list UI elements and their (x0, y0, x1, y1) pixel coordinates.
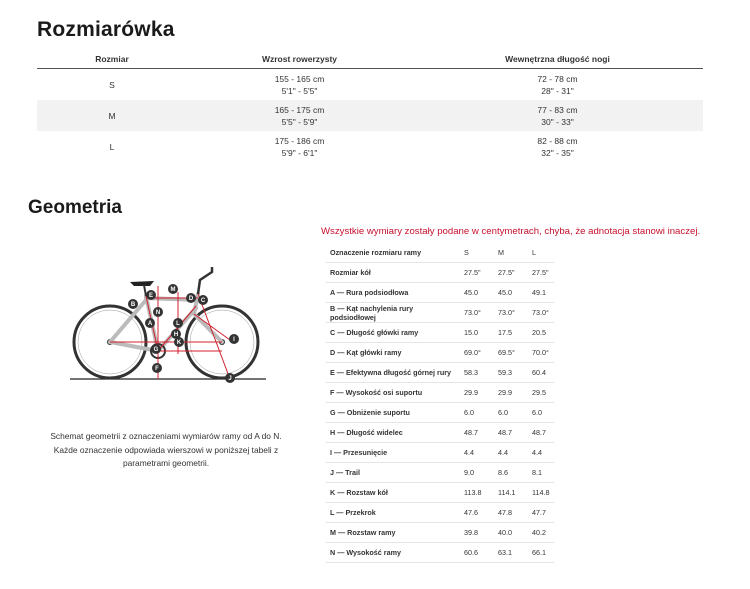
value-m: 73.0° (494, 303, 528, 323)
value-s: 60.6 (460, 543, 494, 563)
value-l: 20.5 (528, 323, 554, 343)
bike-geometry-diagram (70, 258, 270, 384)
table-row (326, 303, 554, 323)
leg-cm: 82 - 88 cm (537, 135, 578, 146)
value-m: 27.5" (494, 263, 528, 283)
label-k (174, 337, 184, 347)
height-cell (187, 100, 412, 131)
size-cell: M (37, 100, 187, 131)
table-row (326, 543, 554, 563)
height-cell (187, 69, 412, 101)
value-l: 47.7 (528, 503, 554, 523)
svg-text:H: H (173, 332, 179, 338)
geometry-row-label: L — Przekrok (326, 503, 460, 523)
leg-cm: 77 - 83 cm (537, 104, 578, 115)
geometry-header-row (326, 243, 554, 263)
value-m: 17.5 (494, 323, 528, 343)
value-m: 59.3 (494, 363, 528, 383)
table-row (326, 323, 554, 343)
value-m: 45.0 (494, 283, 528, 303)
geometry-row-label: A — Rura podsiodłowa (326, 283, 460, 303)
sizing-header-leg: Wewnętrzna długość nogi (412, 50, 703, 69)
value-l: 70.0° (528, 343, 554, 363)
geometry-header-l: L (528, 243, 554, 263)
geometry-row-label: B — Kąt nachylenia rury podsiodłowej (326, 303, 460, 323)
svg-text:G: G (153, 347, 159, 353)
leg-in: 28" - 31" (541, 85, 574, 96)
handlebar (198, 267, 212, 294)
height-cell (187, 131, 412, 162)
value-s: 4.4 (460, 443, 494, 463)
label-a (145, 318, 155, 328)
table-row (326, 343, 554, 363)
svg-text:L: L (176, 321, 180, 327)
sizing-header-height: Wzrost rowerzysty (187, 50, 412, 69)
label-d (186, 293, 196, 303)
sizing-header-size: Rozmiar (37, 50, 187, 69)
height-cm: 165 - 175 cm (274, 104, 325, 115)
value-s: 15.0 (460, 323, 494, 343)
table-row (326, 363, 554, 383)
value-s: 48.7 (460, 423, 494, 443)
label-g (151, 344, 161, 354)
svg-text:A: A (147, 321, 153, 327)
value-m: 63.1 (494, 543, 528, 563)
value-m: 69.5° (494, 343, 528, 363)
value-s: 47.6 (460, 503, 494, 523)
value-m: 8.6 (494, 463, 528, 483)
height-cm: 155 - 165 cm (274, 73, 325, 84)
svg-text:C: C (200, 298, 206, 304)
geometry-header-label: Oznaczenie rozmiaru ramy (326, 243, 460, 263)
table-row (326, 403, 554, 423)
value-l: 40.2 (528, 523, 554, 543)
size-cell: L (109, 141, 115, 152)
geometry-row-label: J — Trail (326, 463, 460, 483)
value-m: 29.9 (494, 383, 528, 403)
geometry-row-label: N — Wysokość ramy (326, 543, 460, 563)
table-row (326, 383, 554, 403)
table-row (326, 443, 554, 463)
geometry-row-label: G — Obniżenie suportu (326, 403, 460, 423)
geometry-row-label: K — Rozstaw kół (326, 483, 460, 503)
table-row (326, 463, 554, 483)
geometry-header-m: M (494, 243, 528, 263)
value-l: 8.1 (528, 463, 554, 483)
value-m: 47.8 (494, 503, 528, 523)
label-i (229, 334, 239, 344)
label-l (173, 318, 183, 328)
label-n (153, 307, 163, 317)
sizing-header-row (37, 50, 703, 69)
value-l: 49.1 (528, 283, 554, 303)
value-m: 48.7 (494, 423, 528, 443)
geometry-table-body (326, 263, 554, 563)
height-ft: 5'1" - 5'5" (281, 85, 318, 96)
value-s: 39.8 (460, 523, 494, 543)
label-j (225, 373, 235, 383)
geometry-row-label: Rozmiar kół (326, 263, 460, 283)
size-cell: S (109, 79, 115, 90)
svg-text:N: N (155, 310, 161, 316)
geometry-header-s: S (460, 243, 494, 263)
value-s: 45.0 (460, 283, 494, 303)
table-row (326, 283, 554, 303)
value-s: 58.3 (460, 363, 494, 383)
value-l: 6.0 (528, 403, 554, 423)
table-row (326, 423, 554, 443)
svg-text:K: K (176, 340, 182, 346)
leg-cm: 72 - 78 cm (537, 73, 578, 84)
table-row (37, 131, 703, 162)
value-l: 60.4 (528, 363, 554, 383)
value-s: 27.5" (460, 263, 494, 283)
value-m: 114.1 (494, 483, 528, 503)
height-cm: 175 - 186 cm (274, 135, 325, 146)
geometry-note: Wszystkie wymiary zostały podane w centymetrach, chyba, że adnotacja stanowi inaczej. (321, 226, 701, 237)
table-row (326, 523, 554, 543)
leg-in: 30" - 33" (541, 116, 574, 127)
svg-text:E: E (148, 293, 154, 299)
diagram-caption: Schemat geometrii z oznaczeniami wymiarów ramy od A do N. Każde oznaczenie odpowiada wierszowi w poniższej tabeli z parametrami geometrii. (50, 431, 282, 468)
value-l: 29.5 (528, 383, 554, 403)
value-l: 66.1 (528, 543, 554, 563)
table-row (37, 100, 703, 131)
value-l: 73.0° (528, 303, 554, 323)
value-s: 9.0 (460, 463, 494, 483)
geometry-row-label: M — Rozstaw ramy (326, 523, 460, 543)
height-ft: 5'9" - 6'1" (281, 147, 318, 158)
sizing-title: Rozmiarówka (37, 18, 175, 41)
leg-cell (412, 100, 703, 131)
geometry-table (326, 243, 554, 563)
value-s: 73.0° (460, 303, 494, 323)
label-m (168, 284, 178, 294)
table-row (326, 263, 554, 283)
value-s: 113.8 (460, 483, 494, 503)
leg-cell (412, 131, 703, 162)
value-s: 29.9 (460, 383, 494, 403)
svg-text:J: J (228, 376, 232, 382)
value-m: 4.4 (494, 443, 528, 463)
value-m: 40.0 (494, 523, 528, 543)
sizing-table (37, 50, 703, 162)
label-f (152, 363, 162, 373)
geometry-row-label: E — Efektywna długość górnej rury (326, 363, 460, 383)
geometry-row-label: D — Kąt główki ramy (326, 343, 460, 363)
svg-text:F: F (155, 366, 159, 372)
svg-text:D: D (188, 296, 194, 302)
height-ft: 5'5" - 5'9" (281, 116, 318, 127)
saddle (130, 281, 154, 286)
geometry-row-label: I — Przesunięcie (326, 443, 460, 463)
value-s: 69.0° (460, 343, 494, 363)
label-b (128, 299, 138, 309)
value-m: 6.0 (494, 403, 528, 423)
geometry-title: Geometria (28, 197, 122, 218)
geometry-row-label: C — Długość główki ramy (326, 323, 460, 343)
value-l: 114.8 (528, 483, 554, 503)
table-row (37, 69, 703, 101)
label-c (198, 295, 208, 305)
value-l: 27.5" (528, 263, 554, 283)
seatpost (144, 285, 146, 296)
svg-text:M: M (170, 287, 176, 293)
table-row (326, 483, 554, 503)
value-l: 48.7 (528, 423, 554, 443)
leg-in: 32" - 35" (541, 147, 574, 158)
table-row (326, 503, 554, 523)
value-s: 6.0 (460, 403, 494, 423)
svg-text:I: I (233, 337, 235, 343)
value-l: 4.4 (528, 443, 554, 463)
svg-text:B: B (130, 302, 136, 308)
geometry-row-label: H — Długość widelec (326, 423, 460, 443)
label-e (146, 290, 156, 300)
geometry-row-label: F — Wysokość osi suportu (326, 383, 460, 403)
leg-cell (412, 69, 703, 101)
